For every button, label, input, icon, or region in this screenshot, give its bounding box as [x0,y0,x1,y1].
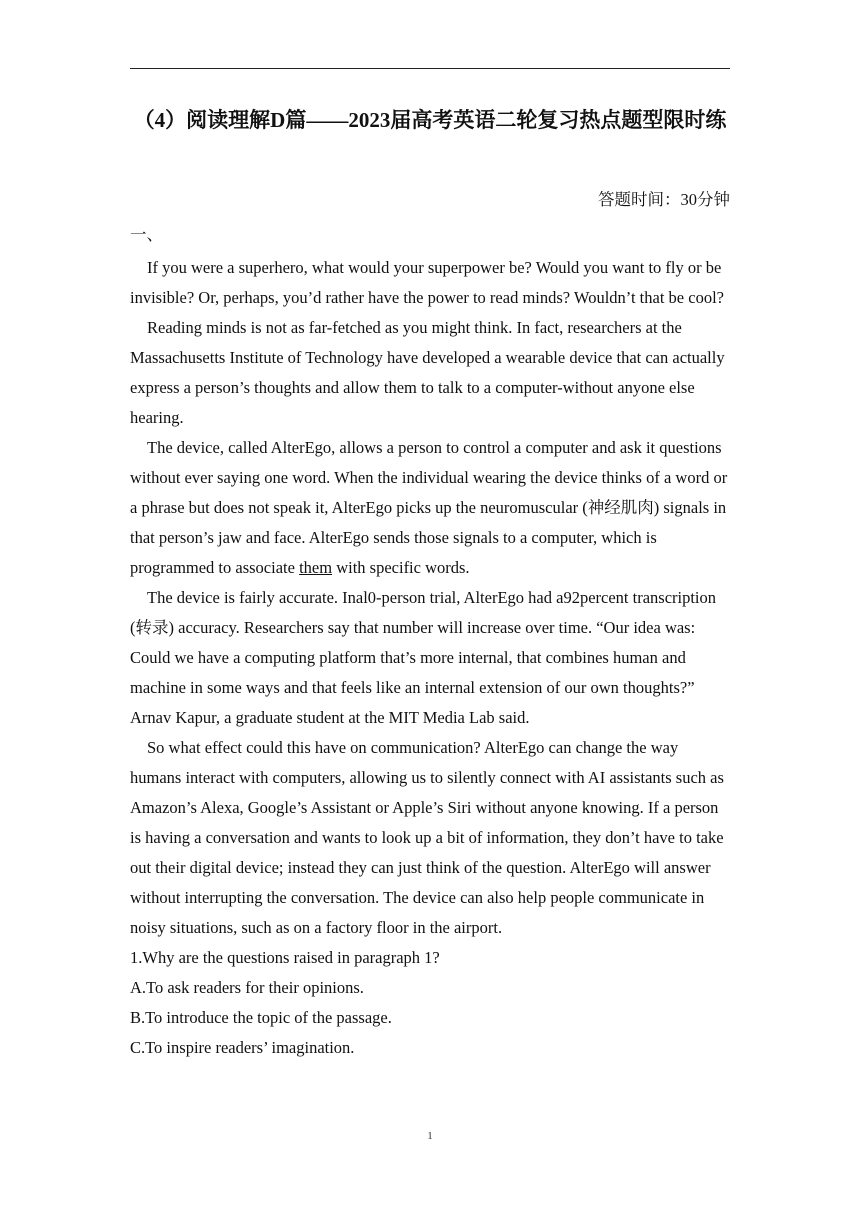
passage-body [130,253,730,1063]
underlined-word: them [299,558,333,577]
paragraph-3-end: with specific words. [332,558,470,577]
page-title: （4）阅读理解D篇——2023届高考英语二轮复习热点题型限时练 [133,108,727,132]
question-stem: 1.Why are the questions raised in paragraph 1? [130,948,440,967]
paragraph-2: Reading minds is not as far-fetched as you might think. In fact, researchers at the Massachusetts Institute of Technology have developed a wearable device that can actually express a person’s thoughts and allow them to talk to a computer-without anyone else hearing. [130,318,725,427]
paragraph-3-text: The device, called AlterEgo, allows a person to control a computer and ask it questions without ever saying one word. When the individual wearing the device thinks of a word or a phrase but does not speak it, AlterEgo picks up the neuromuscular (神经肌肉) signals in that person’s jaw and face. AlterEgo sends those signals to a computer, which is programmed to associate [130,438,728,577]
page-number: 1 [427,1130,433,1142]
option-c: C.To inspire readers’ imagination. [130,1038,355,1057]
header-rule [130,68,730,69]
time-limit-label: 答题时间：30分钟 [598,190,730,209]
paragraph-1: If you were a superhero, what would your superpower be? Would you want to fly or be invisible? Or, perhaps, you’d rather have the power to read minds? Wouldn’t that be cool? [130,258,724,307]
paragraph-3 [130,433,730,583]
section-number: 一、 [130,225,163,244]
paragraph-5: So what effect could this have on communication? AlterEgo can change the way humans interact with computers, allowing us to silently connect with AI assistants such as Amazon’s Alexa, Google’s Assistant or Apple’s Siri without anyone knowing. If a person is having a conversation and wants to look up a bit of information, they don’t have to take out their digital device; instead they can just think of the question. AlterEgo will answer without interrupting the conversation. The device can also help people communicate in noisy situations, such as on a factory floor in the airport. [130,738,724,937]
option-a: A.To ask readers for their opinions. [130,978,364,997]
paragraph-4: The device is fairly accurate. Inal0-person trial, AlterEgo had a92percent transcription (转录) accuracy. Researchers say that number will increase over time. “Our idea was: Could we have a computing platform that’s more internal, that combines human and machine in some ways and that feels like an internal extension of our own thoughts?” Arnav Kapur, a graduate student at the MIT Media Lab said. [130,588,717,727]
option-b: B.To introduce the topic of the passage. [130,1008,392,1027]
